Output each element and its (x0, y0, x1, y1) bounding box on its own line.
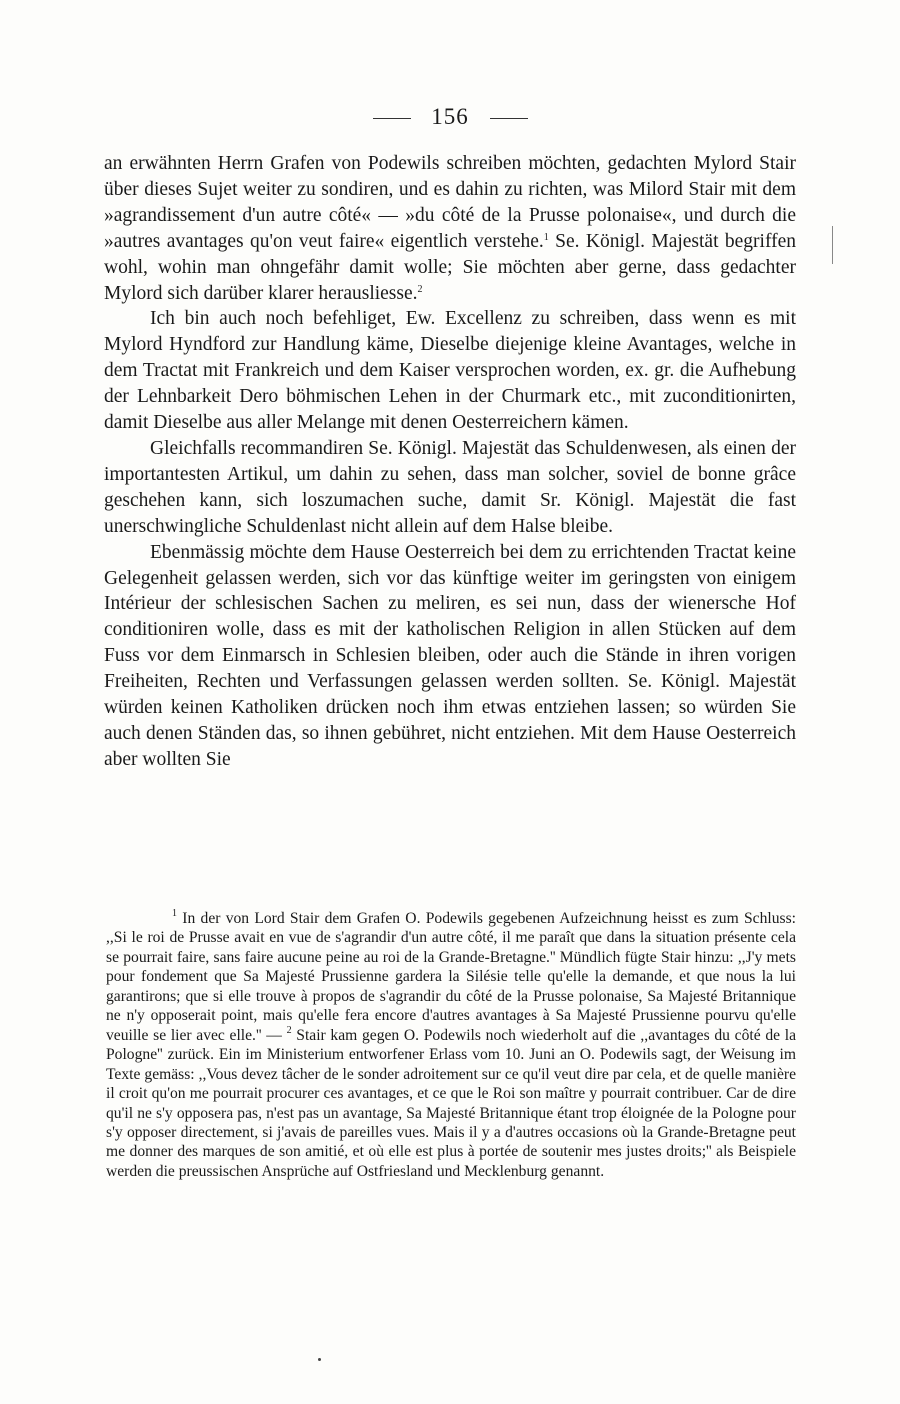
header-dash-right (490, 118, 528, 119)
footnote-1-text: In der von Lord Stair dem Grafen O. Podewils gegebenen Aufzeichnung heisst es zum Schluss: ,,Si le roi de Prusse avait en vue de s'agrandir d'un autre côté, il me paraît que dans la situation présente cela se pourrait faire, sans faire aucune peine au roi de la Grande-Bretagne.'' Mündlich fügte Stair hinzu: ,,J'y mets pour fondement que Sa Majesté Prussienne gardera la Silésie telle qu'elle la demande, et que nous la lui garantirons; que si elle trouve à propos de s'agrandir du côté de la Prusse polonaise, Sa Majesté Britannique ne n'y opposerait point, mais qu'elle fera encore d'autres avantages à Sa Majesté Prussienne pourvu qu'elle veuille se lier avec elle.'' — (106, 910, 796, 1044)
footnote-ref-2[interactable]: 2 (417, 283, 423, 295)
footnote-marker-2: 2 (286, 1024, 292, 1036)
paragraph-1 (104, 151, 796, 306)
footnote-ref-1[interactable]: 1 (543, 231, 549, 243)
paragraph-4: Ebenmässig möchte dem Hause Oesterreich bei dem zu errichtenden Tractat keine Gelegenheit gelassen werden, sich vor das künftige weiter im geringsten von einigem Intérieur der schlesischen Sachen zu meliren, es sei nun, dass der wienersche Hof conditioniren wolle, dass es mit der katholischen Religion in allen Stücken auf dem Fuss vor dem Einmarsch in Schlesien bleiben, oder auch die Stände in ihren vorigen Freiheiten, Rechten und Verfassungen gelassen werden sollten. Se. Königl. Majestät würden keinen Katholiken drücken noch ihm etwas entziehen lassen; so würden Sie auch denen Ständen das, so ihnen gebühret, nicht entziehen. Mit dem Hause Oesterreich aber wollten Sie (104, 541, 796, 770)
footnotes (106, 909, 796, 1181)
paragraph-2: Ich bin auch noch befehliget, Ew. Excellenz zu schreiben, dass wenn es mit Mylord Hyndford zur Handlung käme, Dieselbe diejenige kleine Avantages, welche in dem Tractat mit Frankreich und dem Kaiser versprochen worden, ex. gr. die Aufhebung der Lehnbarkeit Dero böhmischen Lehen in der Churmark etc., mit zuconditionirten, damit Dieselbe aus aller Melange mit denen Oesterreichern kämen. (104, 308, 796, 434)
page-number: 156 (431, 104, 469, 129)
footnote-block (106, 909, 796, 1181)
paragraph-1-text-cont: Se. Königl. Majestät begriffen wohl, wohin man ohngefähr damit wolle; Sie möchten aber gerne, dass gedachter Mylord sich darüber klarer herausliesse. (104, 230, 796, 304)
footnote-2-text: Stair kam gegen O. Podewils noch wiederholt auf die ,,avantages du côté de la Pologne'' zurück. Ein im Ministerium entworfener Erlass vom 10. Juni an O. Podewils sagt, der Weisung im Texte gemäss: ,,Vous devez tâcher de le sonder adroitement sur ce qu'il veut dire par cela, et de quelle manière il croit qu'on me pourrait procurer ces avantages, et ce que le Roi son maître y pourrait contribuer. Car de dire qu'il ne s'y opposera pas, n'est pas un avantage, Sa Majesté Britannique étant trop éloignée de la Pologne pour s'y opposer directement, si j'avais de pareilles vues. Mais il y a d'autres occasions où la Grande-Bretagne peut me donner des marques de son amitié, et où elle est plus à portée de soutenir mes justes droits;'' als Beispiele werden die preussischen Ansprüche auf Ostfriesland und Mecklenburg genannt. (106, 1026, 796, 1180)
page-dot (318, 1358, 321, 1361)
footnote-marker-1: 1 (172, 908, 177, 919)
paragraph-1-text: an erwähnten Herrn Grafen von Podewils schreiben möchten, gedachten Mylord Stair über dieses Sujet weiter zu sondiren, und es dahin zu richten, was Milord Stair mit dem »agrandissement d'un autre côté« — »du côté de la Prusse polonaise«, und durch die »autres avantages qu'on veut faire« eigentlich verstehe. (104, 153, 796, 252)
header-dash-left (373, 118, 411, 119)
paragraph-3: Gleichfalls recommandiren Se. Königl. Majestät das Schuldenwesen, als einen der importantesten Artikul, um dahin zu sehen, dass man solcher, soviel de bonne grâce geschehen kann, sich loszumachen suche, damit Sr. Königl. Majestät die fast unerschwingliche Schuldenlast nicht allein auf dem Halse bleibe. (104, 437, 796, 537)
margin-mark (832, 226, 833, 264)
main-text (104, 151, 796, 773)
page-header (0, 104, 900, 130)
